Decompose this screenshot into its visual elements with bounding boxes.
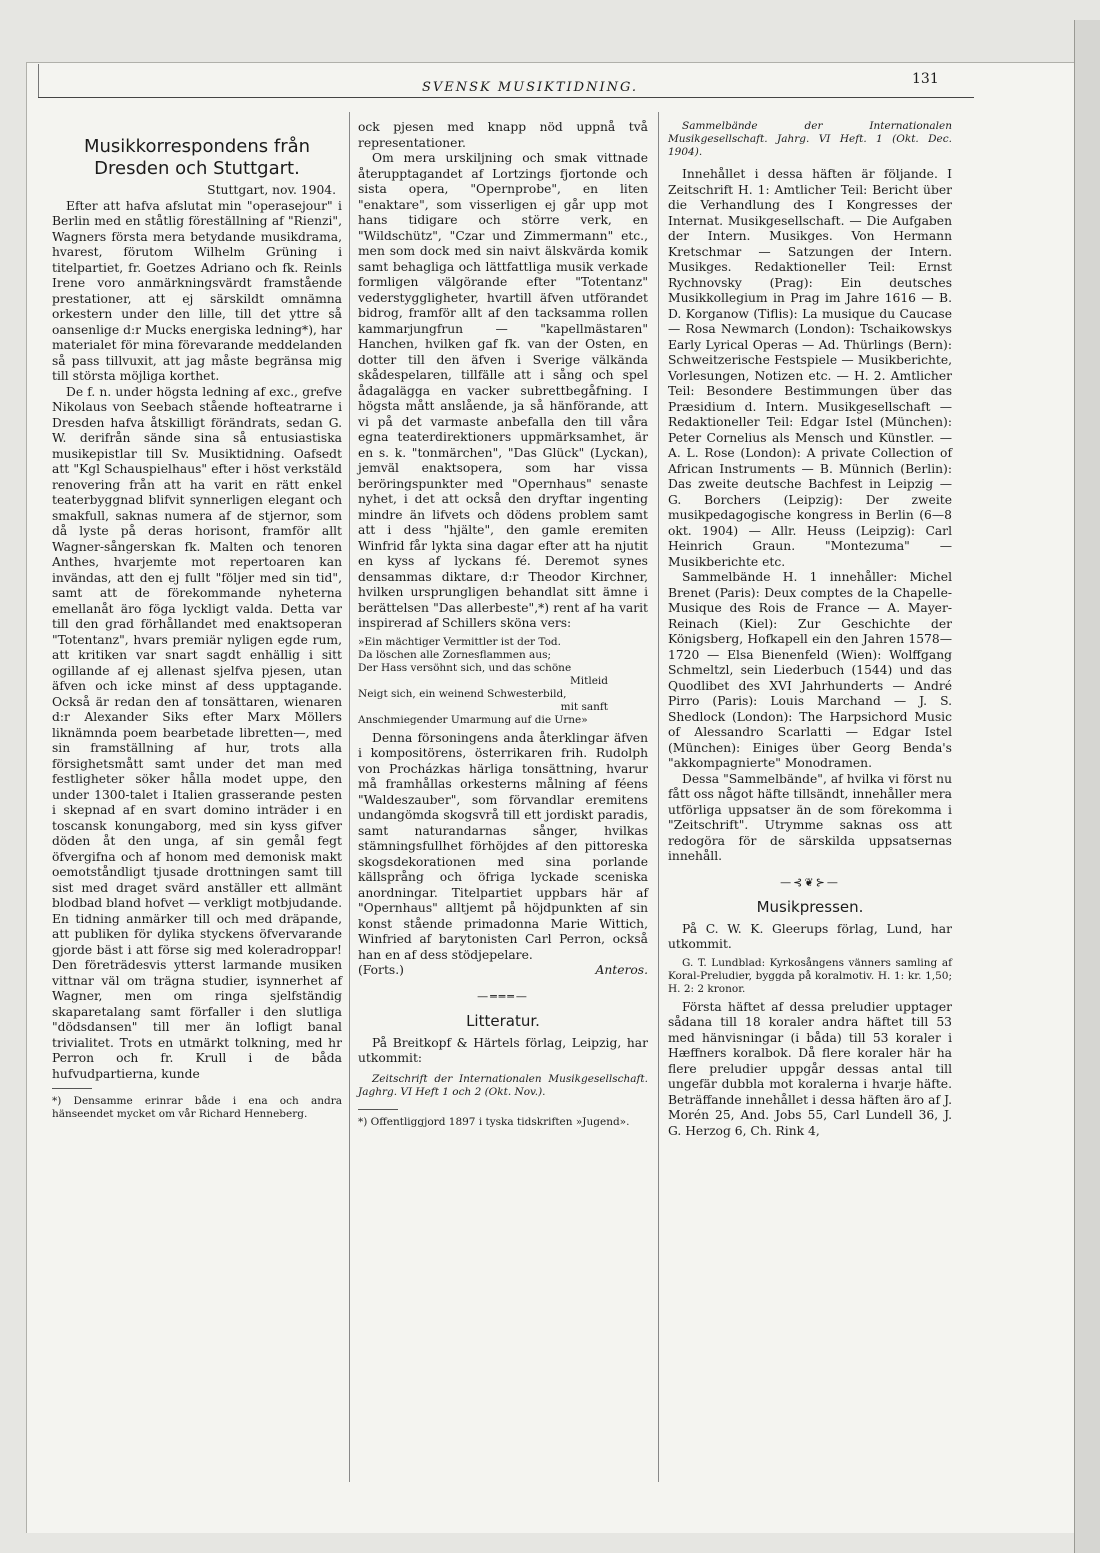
poem-line: Da löschen alle Zornesflammen aus; [358,648,552,661]
column-2 [358,120,648,1129]
column-rule-2 [658,112,659,1482]
ornament-divider: —⊰❦⊱— [780,875,840,889]
poem-quote [358,636,648,727]
paragraph: Sammelbände H. 1 innehåller: Michel Brenet (Paris): Deux comptes de la Chapelle-Musique des Rois de France — A. Mayer-Reinach (Kiel): Zur Geschichte der Königsberg, Hofkapell ein den Jahren 1578—1720 — Elsa Bienenfeld (Wien): Wolffgang Schmeltzl, sein Liederbuch (1544) und das Quodlibet des XVI Jahrhunderts — André Pirro (Paris): Louis Marchand — J. S. Shedlock (London): The Harpsichord Music of Alessandro Scarlatti — Edgar Istel (München): Einiges über Georg Benda's "akkompagnierte" Monodramen. [668,570,952,770]
poem-line: Anschmiegender Umarmung auf die Urne» [358,713,588,726]
header-rule [38,97,974,98]
continued-note: (Forts.) [358,963,404,977]
press-item: G. T. Lundblad: Kyrkosångens vänners samling af Koral-Preludier, byggda på koralmotiv. H. 1: kr. 1,50; H. 2: 2 kronor. [668,956,952,995]
footnote-rule [358,1109,398,1110]
signoff [358,963,648,979]
column-rule-1 [349,112,350,1482]
footnote: *) Offentliggjord 1897 i tyska tidskriften »Jugend». [358,1115,630,1128]
column-1 [52,136,342,1121]
article-heading: Musikkorrespondens från Dresden och Stuttgart. [83,136,311,179]
paragraph: Om mera urskiljning och smak vittnade återupptagandet af Lortzings fjortonde och sista opera, "Opernprobe", en liten "enaktare", som visserligen ej går upp mot hans tidigare och större verk, en "Wildschütz", "Czar und Zimmermann" etc., men som dock med sin naivt älskvärda komik samt behagliga och lättfattliga musik verkade formligen välgörande efter "Totentanz" vederstyggligheter, hvartill äfven utförandet bidrog, framför allt af den tacksamma rollen kammarjungfrun — "kapellmästaren" Hanchen, hvilken gaf fk. van der Osten, en dotter till den äfven i Sverige välkända skådespelaren, tillfälle att i sång och spel ådagalägga en vacker subrettbegåfning. I högsta mått anslående, ja så hänförande, att vi på det varmaste anbefalla den till våra egna teaterdirektioners uppmärksamhet, är en s. k. "tonmärchen", "Das Glück" (Lyckan), jemväl enaktsopera, som har vissa beröringspunkter med "Opernhaus" senaste nyhet, i det att också den dryftar ingenting mindre än lifvets och dödens problem samt att i dess "hjälte", den gamle eremiten Winfrid får lykta sina dagar efter att ha njutit en kyss af lyckans fé. Deremot synes densammas diktare, d:r Theodor Kirchner, hvilken ursprungligen behandlat sitt ämne i berättelsen "Das allerbeste",*) rent af ha varit inspirerad af Schillers sköna vers: [358,151,648,630]
literature-item: Zeitschrift der Internationalen Musikgesellschaft. Jaghrg. VI Heft 1 och 2 (Okt. Nov.). [358,1072,648,1098]
dateline: Stuttgart, nov. 1904. [207,183,336,197]
poem-line: Neigt sich, ein weinend Schwesterbild, [358,687,567,700]
paragraph: På C. W. K. Gleerups förlag, Lund, har utkommit. [668,921,952,951]
paragraph: De f. n. under högsta ledning af exc., grefve Nikolaus von Seebach stående hofteatrarne i Dresden hafva åtskilligt förändrats, sedan G. W. derifrån sände sina så entusiastiska musikepistlar till Sv. Musiktidning. Oafsedt att "Kgl Schauspielhaus" efter i höst verkstäld renovering från att ha varit en rätt enkel teaterbyggnad blifvit synnerligen elegant och smakfull, saknas numera af de stjernor, som då lyste på deras horisont, framför allt Wagner-sångerskan fk. Malten och tenoren Anthes, hvarjemte mot repertoaren kan invändas, att den ej fullt "följer med sin tid", samt att de förekommande nyheterna emellanåt äro föga lyckligt valda. Detta var till den grad förhållandet med enaktsoperan "Totentanz", hvars premiär nyligen egde rum, att kritiken var snart sagdt enhällig i sitt ogillande af ej allenast sjelfva pjesen, utan äfven och icke minst af dess upptagande. Också är redan den af tonsättaren, wienaren d:r Alexander Siks efter Marx Möllers liknämnda poem bearbetade libretten—, med sin framställning af hur, trots alla försighetsmått samt under det man med festligheter söker hålla modet uppe, den under 1300-talet i Italien grasserande pesten i skepnad af en svart domino inträder i en toscansk konungaborg, med sin kyss gifver döden åt den unga, af sin gemål fegt öfvergifna och af honom med demonisk makt oemotståndligt tjusade drottningen samt till sist med draget svärd anställer ett allmänt blodbad bland hofvet — verkligt motbjudande. En tidning anmärker till och med dräpande, att publiken för dylika styckens öfvervarande gjorde bäst i att förse sig med koleradroppar! Den företrädesvis ytterst larmande musiken vittnar väl om trägna studier, isynnerhet af Wagner, men om ringa sjelfständig skaparetalang samt förfaller i den slutliga "dödsdansen" till mer än lofligt banal trivialitet. Trots en utmärkt tolkning, med hr Perron och fr. Krull i de båda hufvudpartierna, kunde [52,384,342,1081]
poem-line: Der Hass versöhnt sich, und das schöne [358,661,572,674]
paragraph: Efter att hafva afslutat min "operasejour" i Berlin med en ståtlig föreställning af "Rienzi", Wagners första mera betydande musikdrama, hvarest, förutom Wilhelm Grüning i titelpartiet, fr. Goetzes Adriano och fk. Reinls Irene voro anmärkningsvärdt framstående prestationer, att ej särskildt omnämna orkestern under den lille, till det yttre så oansenlige d:r Mucks energiska ledning*), har materialet för mina förevarande meddelanden så pass tillvuxit, att jag måste begränsa mig till största möjliga korthet. [52,198,342,383]
poem-line-cont: mit sanft [560,700,608,713]
paragraph: Dessa "Sammelbände", af hvilka vi först nu fått oss något häfte tillsändt, innehåller mera utförliga uppsatser än de som förekomma i "Zeitschrift". Utrymme saknas oss att redogöra för de särskilda uppsatsernas innehåll. [668,771,952,863]
paragraph: Innehållet i dessa häften är följande. I Zeitschrift H. 1: Amtlicher Teil: Bericht über die Verhandlung des I Kongresses der Internat. Musikgesellschaft. — Die Aufgaben der Intern. Musikges. Von Hermann Kretschmar — Satzungen der Intern. Musikges. Redaktioneller Teil: Ernst Rychnovsky (Prag): Ein deutsches Musikkollegium in Prag im Jahre 1616 — B. D. Korganow (Tiflis): La musique du Caucase — Rosa Newmarch (London): Tschaikowskys Early Lyrical Operas — Ad. Thürlings (Bern): Schweitzerische Festspiele — Musikberichte, Vorlesungen, Notizen etc. — H. 2. Amtlicher Teil: Besondere Bestimmungen über das Præsidium d. Intern. Musikgesellschaft — Redaktioneller Teil: Edgar Istel (München): Peter Cornelius als Mensch und Künstler. — A. L. Rose (London): A private Collection of African Instruments — B. Münnich (Berlin): Das zweite deutsche Bachfest in Leipzig — G. Borchers (Leipzig): Der zweite musikpedagogische kongress in Berlin (6—8 okt. 1904) — Allr. Heuss (Leipzig): Carl Heinrich Graun. "Montezuma" — Musikberichte etc. [668,167,952,569]
running-head: SVENSK MUSIKTIDNING. [421,80,639,95]
signature: Anteros. [595,963,648,977]
page-number: 131 [912,71,939,87]
paragraph: På Breitkopf & Härtels förlag, Leipzig, har utkommit: [358,1035,648,1065]
paragraph: Första häftet af dessa preludier upptager sådana till 18 koraler andra häftet till 53 med hänvisningar (i båda) till 53 koraler i Hæffners koralbok. Då flere koraler här ha flere preludier uppgår dessas antal till ungefär dubbla mot koralerna i hvarje häfte. Beträffande innehållet i dessa häften äro af J. Morén 25, And. Jobs 55, Carl Lundell 36, J. G. Herzog 6, Ch. Rink 4, [668,999,952,1138]
paragraph: Denna försoningens anda återklingar äfven i kompositörens, österrikaren frih. Rudolph von Procházkas härliga tonsättning, hvarur må framhållas orkesterns målning af féens "Waldeszauber", som förvandlar eremitens undangömda skogsvrå till ett jordiskt paradis, samt naturandarnas sånger, hvilkas stämningsfullhet förhöjdes af den pittoreska skogsdekorationen med sina porlande källsprång och öfriga lyckade sceniska anordningar. Titelpartiet uppbars här af "Opernhaus" alltjemt på höjdpunkten af sin konst stående primadonna Marie Wittich, Winfried af barytonisten Carl Perron, också han en af dess stödjepelare. [358,730,648,962]
paragraph: ock pjesen med knapp nöd uppnå två representationer. [358,120,648,150]
page-edge [1074,20,1100,1553]
poem-line-cont: Mitleid [570,674,608,687]
footnote-rule [52,1088,92,1089]
publication-title: Sammelbände der Internationalen Musikgesellschaft. Jahrg. VI Heft. 1 (Okt. Dec. 1904). [668,120,952,158]
section-heading: Musikpressen. [756,898,864,916]
section-heading: Litteratur. [466,1012,540,1030]
ornament-divider: —═══— [477,989,529,1003]
poem-line: »Ein mächtiger Vermittler ist der Tod. [358,635,561,648]
header-tick [38,64,39,98]
column-3 [668,120,952,1139]
footnote: *) Densamme erinrar både i ena och andra hänseendet mycket om vår Richard Henneberg. [52,1095,342,1120]
